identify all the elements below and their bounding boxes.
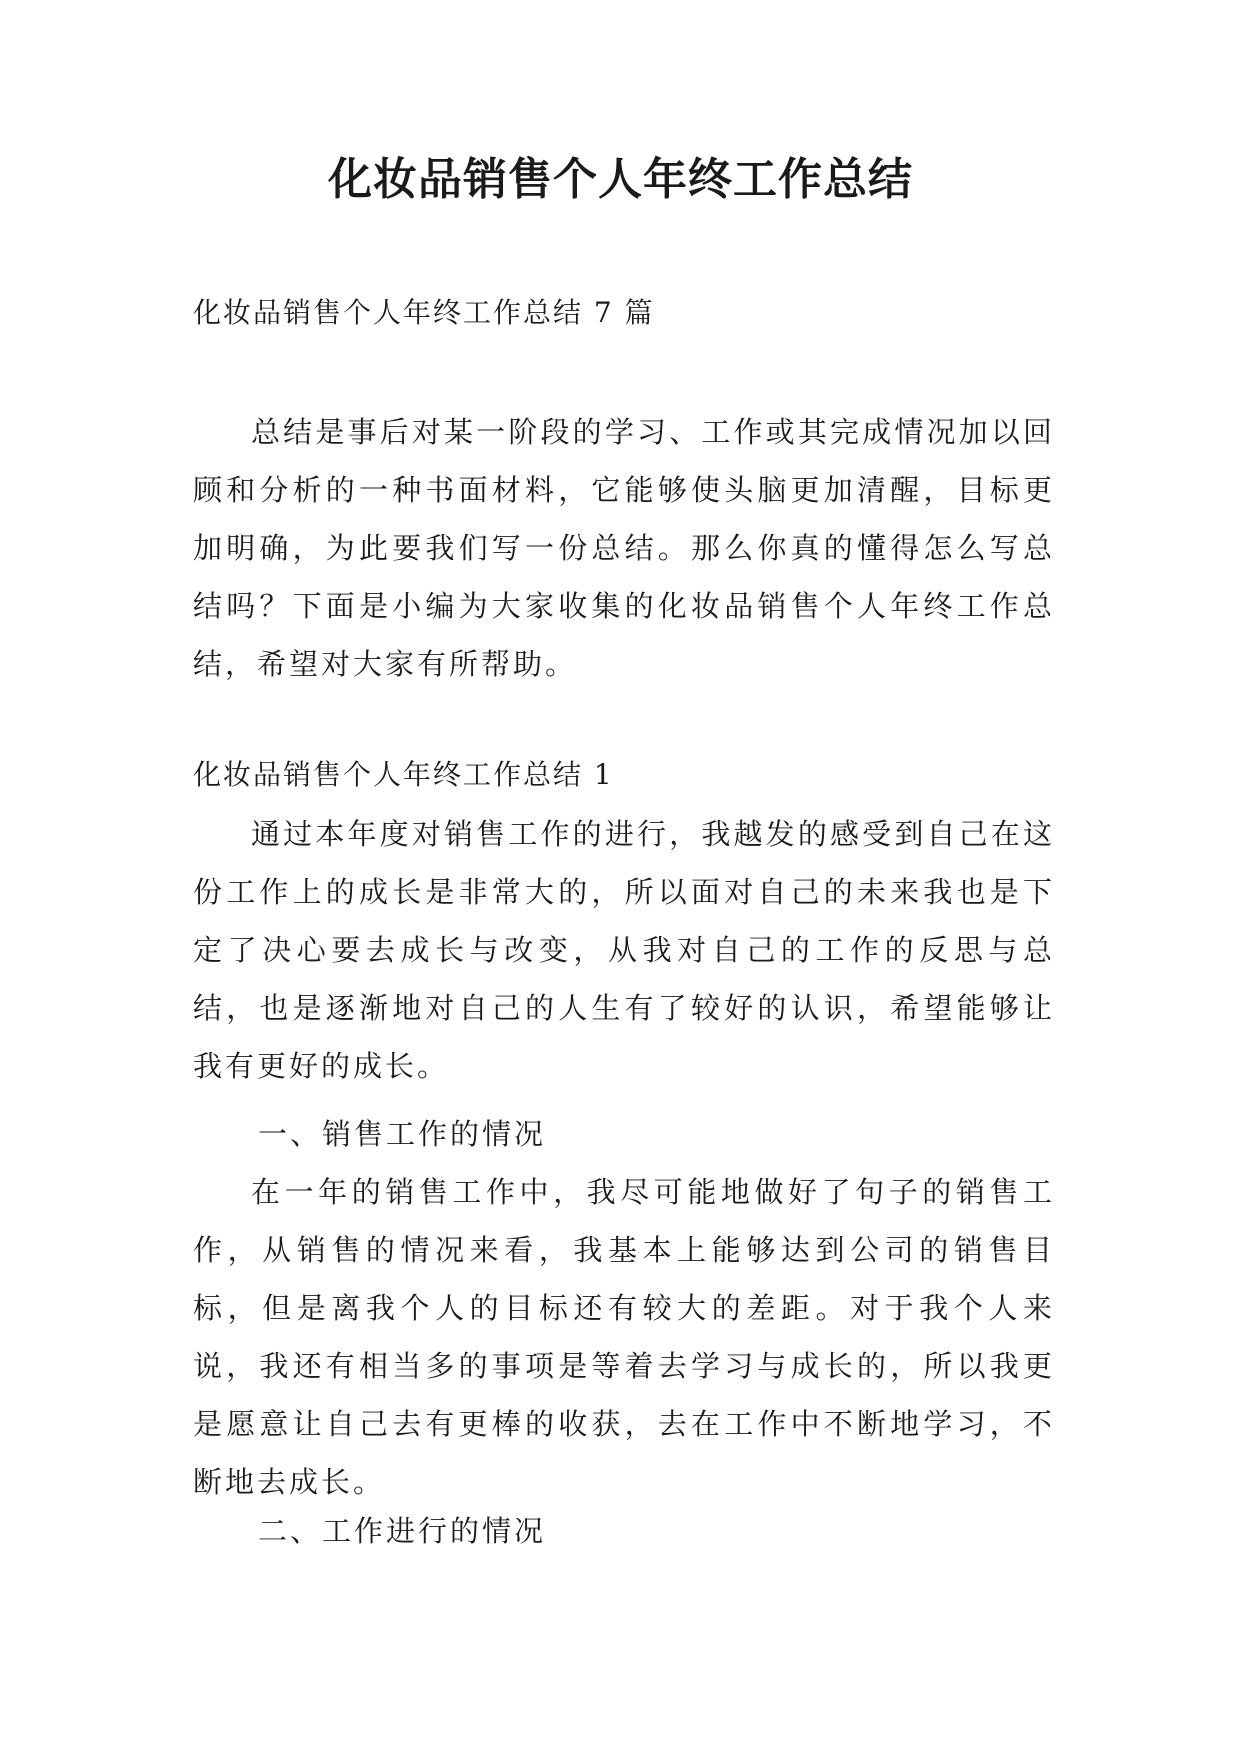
section-paragraph: 通过本年度对销售工作的进行，我越发的感受到自己在这份工作上的成长是非常大的，所以面对自己的未来我也是下定了决心要去成长与改变，从我对自己的工作的反思与总结，也是逐渐地对自己的人生有了较好的认识，希望能够让我有更好的成长。	[193, 817, 1055, 1083]
document-subtitle: 化妆品销售个人年终工作总结 7 篇	[193, 296, 655, 329]
section-heading-progress: 二、工作进行的情况	[258, 1514, 547, 1548]
intro-paragraph: 总结是事后对某一阶段的学习、工作或其完成情况加以回顾和分析的一种书面材料，它能够使头脑更加清醒，目标更加明确，为此要我们写一份总结。那么你真的懂得怎么写总结吗？下面是小编为大家收集的化妆品销售个人年终工作总结，希望对大家有所帮助。	[193, 415, 1055, 681]
section-paragraph: 在一年的销售工作中，我尽可能地做好了句子的销售工作，从销售的情况来看，我基本上能够达到公司的销售目标，但是离我个人的目标还有较大的差距。对于我个人来说，我还有相当多的事项是等着去学习与成长的，所以我更是愿意让自己去有更棒的收获，去在工作中不断地学习，不断地去成长。	[193, 1175, 1055, 1499]
section-title: 化妆品销售个人年终工作总结 1	[193, 758, 614, 791]
document-title: 化妆品销售个人年终工作总结	[328, 154, 913, 205]
section-heading-sales: 一、销售工作的情况	[258, 1117, 547, 1151]
